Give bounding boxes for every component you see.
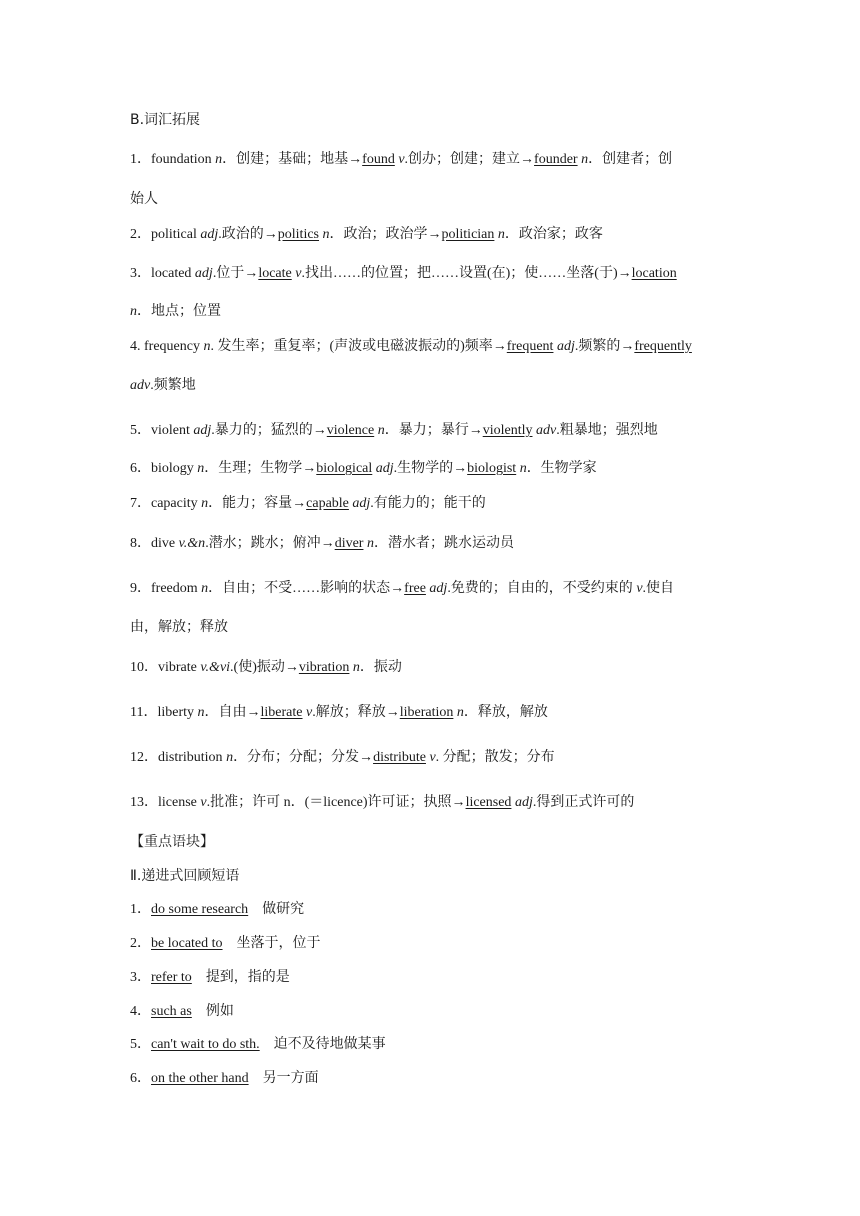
answer-blank: politician (441, 227, 495, 242)
answer-blank: do some research (151, 902, 249, 917)
answer-blank: politics (277, 227, 320, 242)
vocab-item-8: 8．dive v.&n.潜水；跳水；俯冲→diver n．潜水者；跳水运动员 (130, 536, 514, 551)
answer-blank: founder (534, 152, 578, 167)
section-b-title: B.词汇拓展 (130, 112, 201, 128)
vocab-item-11: 11．liberty n．自由→liberate v.解放；释放→liberation n．释放，解放 (130, 705, 548, 720)
answer-blank: liberation (399, 705, 454, 720)
answer-blank: can't wait to do sth. (151, 1037, 260, 1052)
answer-blank: violently (482, 423, 533, 438)
phrase-item: 4．such as 例如 (130, 1004, 234, 1019)
answer-blank: locate (258, 266, 292, 281)
vocab-item-12: 12．distribution n．分布；分配；分发→distribute v. 分配；散发；分布 (130, 750, 555, 765)
answer-blank: location (631, 266, 677, 281)
vocab-item-9: 9．freedom n．自由；不受……影响的状态→free adj.免费的；自由的，不受约束的 v.使自 (130, 581, 675, 596)
answer-blank: distribute (373, 750, 426, 765)
vocab-item-4-cont: adv.频繁地 (130, 378, 196, 393)
vocab-item-4: 4. frequency n. 发生率；重复率；(声波或电磁波振动的)频率→frequent adj.频繁的→frequently (130, 339, 692, 354)
answer-blank: diver (334, 536, 364, 551)
answer-blank: biological (316, 461, 373, 476)
key-chunks-title: 【重点语块】 (130, 834, 214, 850)
answer-blank: free (404, 581, 426, 596)
section-ii-title: Ⅱ.递进式回顾短语 (130, 868, 240, 884)
phrase-item: 1．do some research 做研究 (130, 902, 305, 917)
vocab-item-2: 2．political adj.政治的→politics n．政治；政治学→politician n．政治家；政客 (130, 227, 603, 242)
answer-blank: frequently (634, 339, 692, 354)
answer-blank: found (362, 152, 395, 167)
answer-blank: liberate (260, 705, 303, 720)
vocab-item-13: 13．license v.批准；许可 n．(＝licence)许可证；执照→licensed adj.得到正式许可的 (130, 795, 635, 810)
vocab-item-5: 5．violent adj.暴力的；猛烈的→violence n．暴力；暴行→violently adv.粗暴地；强烈地 (130, 423, 658, 438)
vocab-item-1-cont: 始人 (130, 192, 158, 207)
phrase-item: 6．on the other hand 另一方面 (130, 1071, 319, 1086)
vocab-item-7: 7．capacity n．能力；容量→capable adj.有能力的；能干的 (130, 496, 486, 511)
vocab-item-3: 3．located adj.位于→locate v.找出……的位置；把……设置(在)；使……坐落(于)→location (130, 266, 677, 281)
answer-blank: refer to (151, 970, 192, 985)
answer-blank: such as (151, 1004, 192, 1019)
vocab-item-9-cont: 由，解放；释放 (130, 620, 228, 635)
vocab-item-3-cont: n．地点；位置 (130, 304, 221, 319)
phrase-item: 5．can't wait to do sth. 迫不及待地做某事 (130, 1037, 386, 1052)
answer-blank: capable (306, 496, 349, 511)
answer-blank: on the other hand (151, 1071, 249, 1086)
answer-blank: licensed (465, 795, 512, 810)
answer-blank: frequent (506, 339, 554, 354)
answer-blank: be located to (151, 936, 223, 951)
phrase-item: 2．be located to 坐落于，位于 (130, 936, 321, 951)
answer-blank: biologist (467, 461, 517, 476)
vocab-item-6: 6．biology n．生理；生物学→biological adj.生物学的→biologist n．生物学家 (130, 461, 597, 476)
vocab-item-1: 1．foundation n．创建；基础；地基→found v.创办；创建；建立→founder n．创建者；创 (130, 152, 673, 167)
vocab-item-10: 10．vibrate v.&vi.(使)振动→vibration n．振动 (130, 660, 402, 675)
answer-blank: vibration (298, 660, 350, 675)
answer-blank: violence (326, 423, 375, 438)
phrase-item: 3．refer to 提到，指的是 (130, 970, 290, 985)
